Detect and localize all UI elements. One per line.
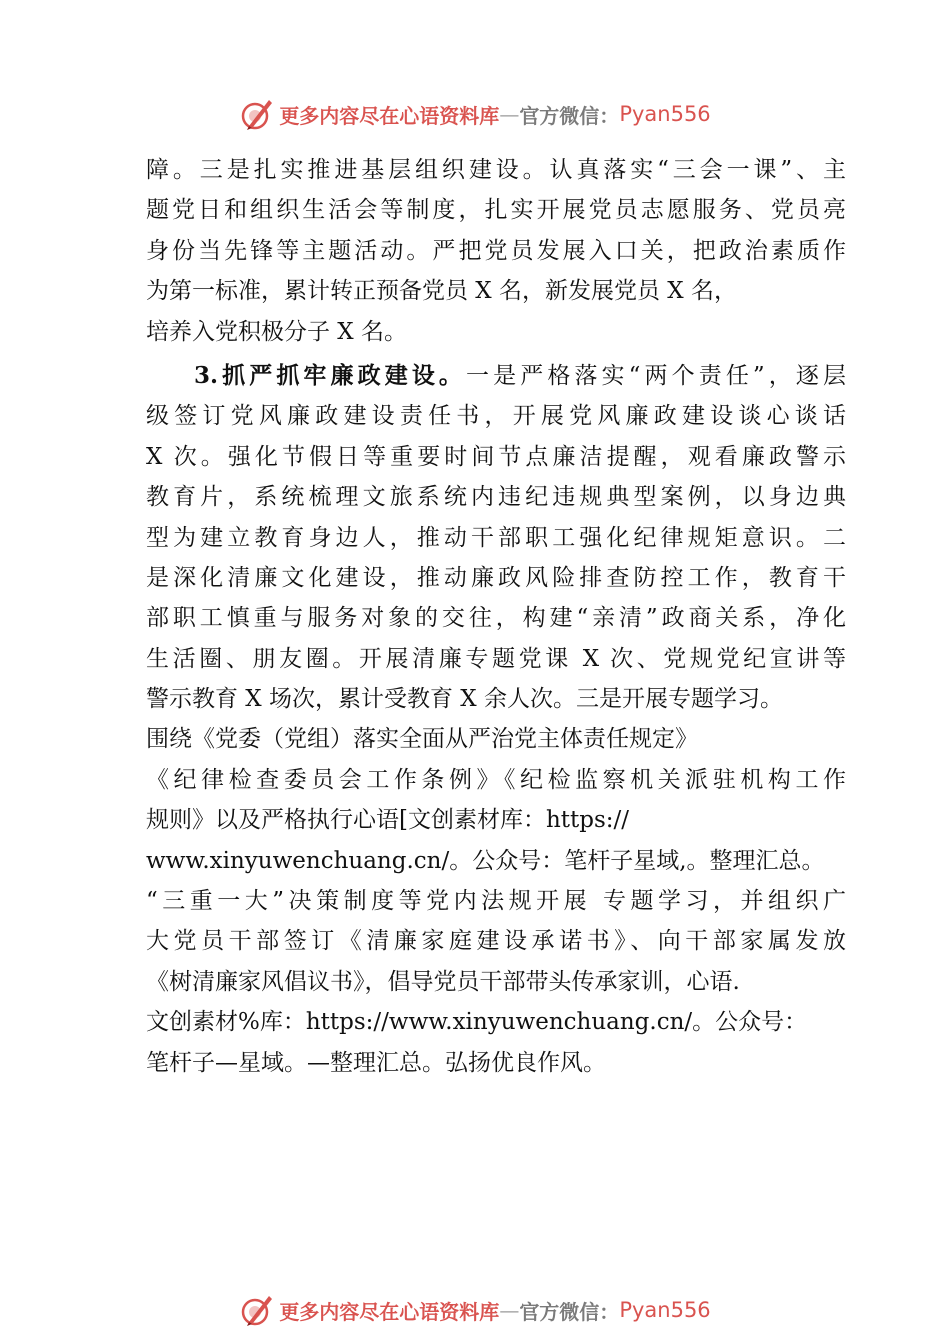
text-line: 文创素材%库：https://www.xinyuwenchuang.cn/。公众号：	[146, 1009, 808, 1036]
text-line: 部职工慎重与服务对象的交往，构建“亲清”政商关系，净化	[146, 605, 846, 632]
text-line: 教育片，系统梳理文旅系统内违纪违规典型案例，以身边典	[146, 484, 846, 511]
text-line: X 次。强化节假日等重要时间节点廉洁提醒，观看廉政警示	[146, 443, 846, 470]
header-banner	[0, 94, 950, 134]
section-heading-line	[146, 356, 846, 396]
section-heading: 3.抓严抓牢廉政建设。	[194, 361, 467, 389]
banner-dash: —	[499, 1298, 520, 1322]
document-body	[146, 150, 846, 1083]
text-line: 《树清廉家风倡议书》，倡导党员干部带头传承家训，心语.	[146, 968, 740, 995]
text-line: 题党日和组织生活会等制度，扎实开展党员志愿服务、党员亮	[146, 197, 846, 224]
banner-site-text: 更多内容尽在心语资料库	[279, 103, 500, 128]
text-line: 为第一标准，累计转正预备党员 X 名，新发展党员 X 名，	[146, 278, 737, 305]
text-line: “三重一大”决策制度等党内法规开展 专题学习，并组织广	[146, 888, 846, 915]
text-line: 围绕《党委（党组）落实全面从严治党主体责任规定》	[146, 726, 698, 753]
text-line: 大党员干部签订《清廉家庭建设承诺书》、向干部家属发放	[146, 928, 846, 955]
banner-dash: —	[499, 102, 520, 126]
quill-pen-seal-icon	[239, 1292, 275, 1328]
text-line: 级签订党风廉政建设责任书，开展党风廉政建设谈心谈话	[146, 403, 846, 430]
text-line: 培养入党积极分子 X 名。	[146, 318, 407, 345]
text-line: 生活圈、朋友圈。开展清廉专题党课 X 次、党规党纪宣讲等	[146, 645, 846, 672]
text-line: 身份当先锋等主题活动。严把党员发展入口关，把政治素质作	[146, 237, 846, 264]
banner-site-text: 更多内容尽在心语资料库	[279, 1299, 500, 1324]
quill-pen-seal-icon	[239, 96, 275, 132]
text-line: 型为建立教育身边人，推动干部职工强化纪律规矩意识。二	[146, 524, 846, 551]
footer-banner	[0, 1290, 950, 1330]
text-line: 是深化清廉文化建设，推动廉政风险排查防控工作，教育干	[146, 564, 846, 591]
text-line: www.xinyuwenchuang.cn/。公众号：笔杆子星域,。整理汇总。	[146, 847, 825, 874]
banner-wechat-id: Pyan556	[619, 1298, 711, 1322]
text-line: 规则》以及严格执行心语[文创素材库：https://	[146, 807, 630, 834]
text-line: 障。三是扎实推进基层组织建设。认真落实“三会一课”、主	[146, 157, 846, 183]
banner-wechat-label: 官方微信：	[519, 1299, 620, 1324]
text-line: 笔杆子—星域。—整理汇总。弘扬优良作风。	[146, 1049, 606, 1076]
banner-wechat-id: Pyan556	[619, 102, 711, 126]
text-line: 《纪律检查委员会工作条例》《纪检监察机关派驻机构工作	[146, 766, 846, 793]
text-span: 一是严格落实“两个责任”，逐层	[466, 362, 846, 389]
banner-wechat-label: 官方微信：	[519, 103, 620, 128]
text-line: 警示教育 X 场次，累计受教育 X 余人次。三是开展专题学习。	[146, 686, 783, 713]
